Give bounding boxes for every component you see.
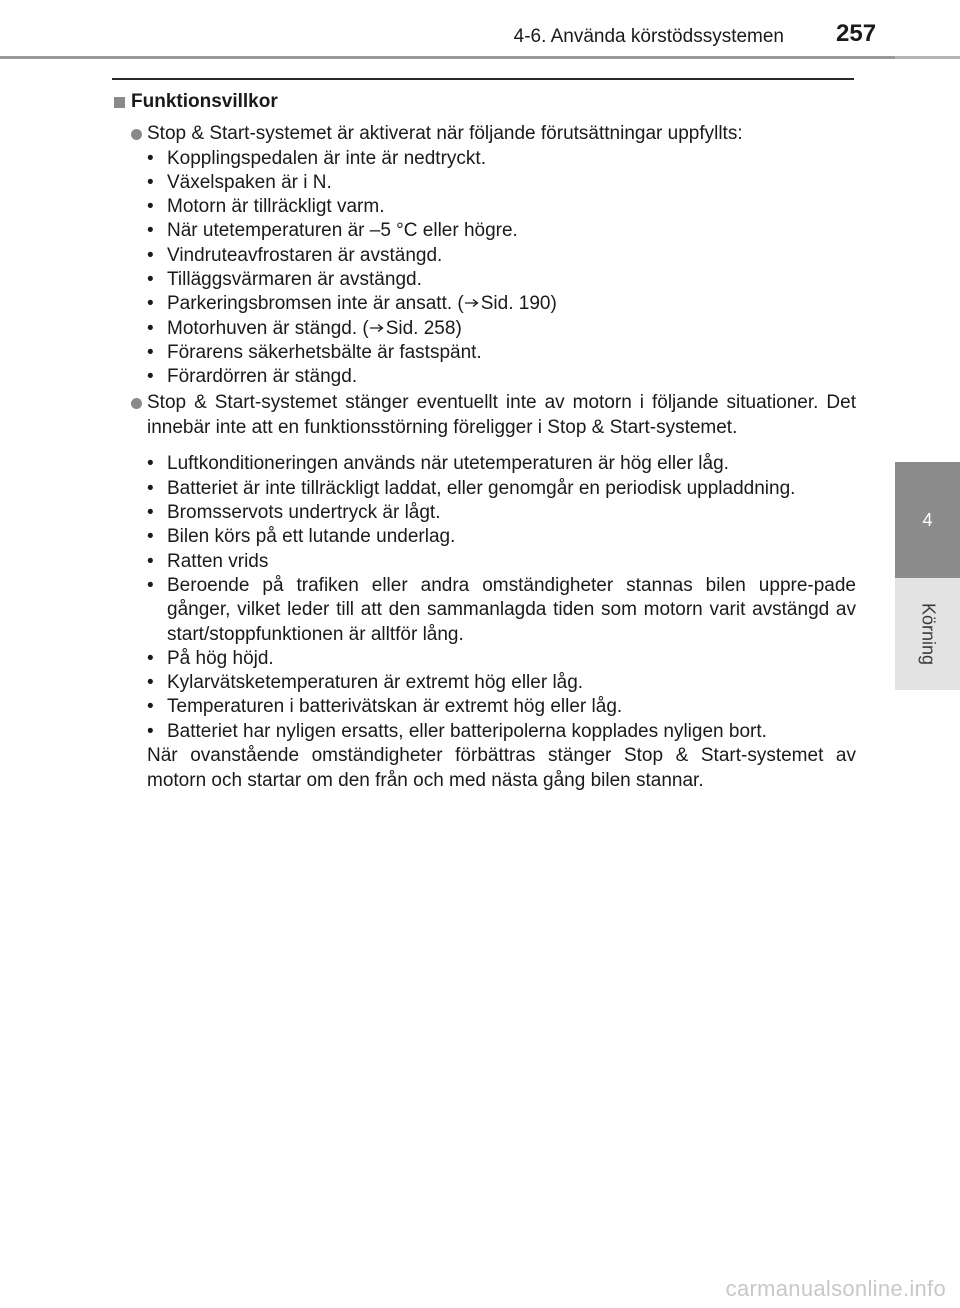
situation-list — [147, 452, 856, 744]
circle-bullet-icon — [131, 129, 142, 140]
watermark: carmanualsonline.info — [725, 1276, 946, 1301]
chapter-tab-label-text: Körning — [918, 602, 938, 666]
chapter-tab-label[interactable] — [895, 578, 960, 690]
list-item: • Bilen körs på ett lutande underlag. — [147, 526, 456, 548]
list-item: • Bromsservots undertryck är lågt. — [147, 502, 441, 524]
list-item: • Luftkonditioneringen används när utetemperaturen är hög eller låg. — [147, 453, 729, 475]
section-heading-text: Funktionsvillkor — [131, 91, 278, 112]
square-bullet-icon — [114, 97, 125, 108]
list-item: • Växelspaken är i N. — [147, 171, 332, 193]
list-item: • Motorn är tillräckligt varm. — [147, 196, 385, 218]
top-rule — [0, 56, 895, 59]
list-item: • Parkeringsbromsen inte är ansatt. ( Sid. 190) — [147, 293, 557, 315]
list-item: • Temperaturen i batterivätskan är extremt hög eller låg. — [147, 696, 623, 718]
page-reference-link[interactable]: Sid. 190) — [480, 293, 557, 315]
list-item: • Förarens säkerhetsbälte är fastspänt. — [147, 341, 482, 363]
chapter-tab-number[interactable]: 4 — [895, 462, 960, 578]
top-rule-tab — [895, 56, 960, 59]
header-divider — [112, 78, 854, 80]
condition-list — [147, 147, 856, 390]
list-item: • Batteriet har nyligen ersatts, eller batteripolerna kopplades nyligen bort. — [147, 720, 767, 742]
list-item: • Ratten vrids — [147, 550, 269, 572]
list-item: • Motorhuven är stängd. ( Sid. 258) — [147, 317, 462, 339]
closing-note: När ovanstående omständigheter förbättras stänger Stop & Start-systemet av motorn och startar om den från och med nästa gång bilen stannar. — [147, 745, 856, 791]
list-item: • Vindruteavfrostaren är avstängd. — [147, 244, 443, 266]
list-item: • Förardörren är stängd. — [147, 366, 358, 388]
point-2 — [112, 391, 856, 793]
list-item: • Kylarvätsketemperaturen är extremt hög eller låg. — [147, 672, 584, 694]
list-item: • Kopplingspedalen är inte är nedtryckt. — [147, 147, 486, 169]
circle-bullet-icon — [131, 398, 142, 409]
list-item: • När utetemperaturen är –5 °C eller högre. — [147, 220, 518, 242]
main-content — [112, 88, 856, 793]
list-item: • Tilläggsvärmaren är avstängd. — [147, 268, 422, 290]
page-reference-link[interactable]: Sid. 258) — [385, 317, 462, 339]
list-item: • Beroende på trafiken eller andra omständigheter stannas bilen uppre-pade gånger, vilket leder till att den sammanlagda tiden som motorn varit avstängd av start/stoppfunktionen är alltför lång. — [147, 574, 856, 645]
point-1 — [112, 122, 856, 389]
page-number: 257 — [836, 20, 877, 47]
page-reference-arrow-icon — [369, 323, 385, 333]
list-item: • Batteriet är inte tillräckligt laddat, eller genomgår en periodisk uppladdning. — [147, 477, 796, 499]
point-2-text: Stop & Start-systemet stänger eventuellt inte av motorn i följande situationer. Det innebär inte att en funktionsstörning föreligger i Stop & Start-systemet. — [147, 392, 856, 438]
list-item: • På hög höjd. — [147, 647, 274, 669]
section-heading — [112, 88, 856, 116]
running-header: 4-6. Använda körstödssystemen — [513, 26, 784, 47]
point-1-text: Stop & Start-systemet är aktiverat när följande förutsättningar uppfyllts: — [147, 123, 743, 144]
page-reference-arrow-icon — [464, 298, 480, 308]
